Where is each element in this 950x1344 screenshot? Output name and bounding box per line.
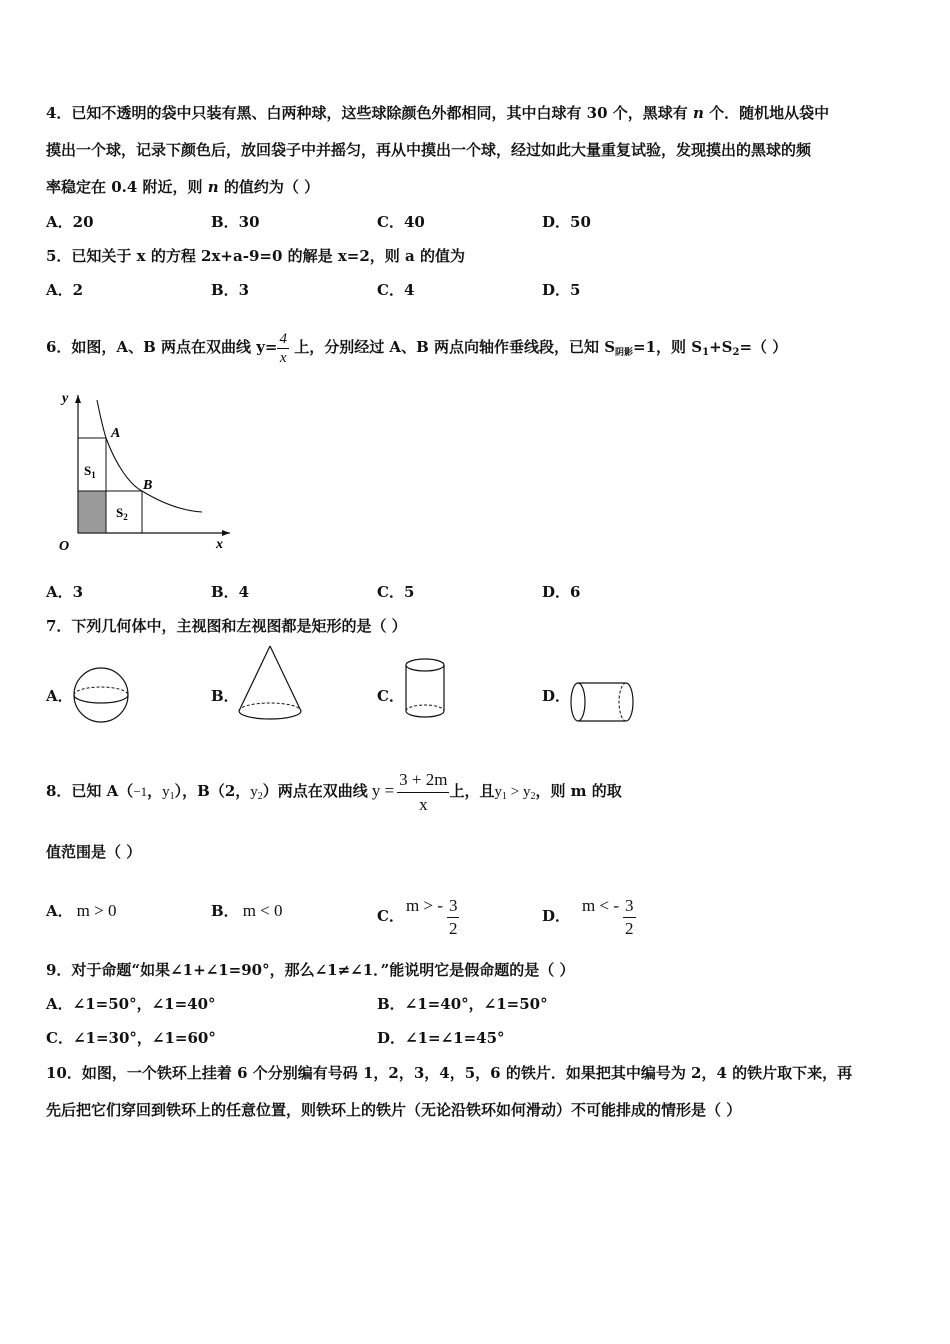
s1-sub: 1 <box>91 470 96 480</box>
q6-frac-den: x <box>279 349 287 366</box>
hyperbola-curve <box>97 400 202 512</box>
q8-cmp-gt: > <box>506 784 523 800</box>
q6-sub-1: 1 <box>702 347 710 358</box>
q8-stem-line-2: 值范围是（ ） <box>46 843 142 861</box>
q8-option-d-label: D． <box>542 907 571 925</box>
q8-point-b-y: y <box>250 784 258 800</box>
q8-sub: 1 <box>501 791 507 802</box>
q4-option-d[interactable]: D．50 <box>542 213 591 231</box>
q5-option-c[interactable]: C．4 <box>377 281 415 299</box>
q8-option-a[interactable] <box>46 901 116 921</box>
q8-text: ）两点在双曲线 <box>262 782 368 800</box>
shaded-region <box>78 491 106 533</box>
q4-text: 4．已知不透明的袋中只装有黑、白两种球，这些球除颜色外都相同，其中白球有 30 个，黑球有 <box>46 104 693 122</box>
s2-sub: 2 <box>123 512 128 522</box>
q9-option-a[interactable]: A．∠1=50°，∠1=40° <box>46 995 216 1013</box>
q8-curve-den: x <box>419 794 428 814</box>
q8-point-a-y: y <box>162 784 170 800</box>
q8-option-d-den: 2 <box>625 918 634 938</box>
q9-option-b[interactable]: B．∠1=40°，∠1=50° <box>377 995 548 1013</box>
q4-line-3 <box>46 177 319 197</box>
q6-frac-num: 4 <box>279 330 287 347</box>
q6-sub-2: 2 <box>732 347 740 358</box>
q4-text: 个．随机地从袋中 <box>703 104 830 122</box>
q8-sub: 2 <box>257 791 263 802</box>
q6-option-c[interactable]: C．5 <box>377 583 415 601</box>
q8-option-c-label: C． <box>377 907 404 925</box>
x-axis-arrow-icon <box>222 530 230 536</box>
q4-option-b[interactable]: B．30 <box>211 213 260 231</box>
svg-text:S2 <box>116 505 128 522</box>
q10-line-1: 10．如图，一个铁环上挂着 6 个分别编有号码 1，2，3，4，5，6 的铁片．如果把其中编号为 2，4 的铁片取下来，再 <box>46 1064 853 1082</box>
q8-text: 8．已知 A（ <box>46 782 134 800</box>
s1-label: S <box>84 463 92 478</box>
q6-option-a[interactable]: A．3 <box>46 583 84 601</box>
q8-option-a-label: A． <box>46 902 73 920</box>
q8-option-b-math: m < 0 <box>242 901 283 920</box>
x-label: x <box>216 537 223 552</box>
q6-text: +S <box>709 338 733 356</box>
q4-var-n: n <box>692 104 704 122</box>
q8-text: ， <box>147 782 163 800</box>
q8-cmp-y1: y <box>494 784 502 800</box>
q4-text: 的值约为（ ） <box>218 178 320 196</box>
q6-option-d[interactable]: D．6 <box>542 583 581 601</box>
q8-stem <box>46 757 622 831</box>
q5-option-b[interactable]: B．3 <box>211 281 250 299</box>
q6-text: 上，分别经过 A、B 两点向轴作垂线段，已知 S <box>288 338 616 356</box>
point-b-label: B <box>143 478 153 493</box>
q7-stem: 7．下列几何体中，主视图和左视图都是矩形的是（ ） <box>46 617 407 635</box>
q6-text: =1，则 S <box>633 338 703 356</box>
y-axis-arrow-icon <box>75 395 81 403</box>
cylinder-upright-icon <box>402 655 448 723</box>
q9-stem: 9．对于命题“如果∠1+∠1=90°，那么∠1≠∠1．”能说明它是假命题的是（ ） <box>46 961 575 979</box>
q4-line-2: 摸出一个球，记录下颜色后，放回袋子中并摇匀，再从中摸出一个球，经过如此大量重复试验，发现摸出的黑球的频 <box>46 141 812 159</box>
q6-sub-shaded: 阴影 <box>615 348 634 358</box>
q6-figure <box>40 385 240 560</box>
origin-label: O <box>59 539 70 554</box>
q10-line-2: 先后把它们穿回到铁环上的任意位置，则铁环上的铁片（无论沿铁环如何滑动）不可能排成的情形是（ ） <box>46 1101 742 1119</box>
q4-option-c[interactable]: C．40 <box>377 213 425 231</box>
y-label: y <box>62 391 69 406</box>
point-a-label: A <box>111 426 121 441</box>
q8-option-d[interactable] <box>542 876 636 946</box>
q7-option-c[interactable]: C． <box>377 687 404 705</box>
q8-option-c-num: 3 <box>447 895 460 918</box>
q8-option-c-den: 2 <box>448 918 458 938</box>
q4-text: 率稳定在 0.4 附近，则 <box>46 178 208 196</box>
q8-option-b[interactable] <box>211 901 283 921</box>
q5-option-a[interactable]: A．2 <box>46 281 84 299</box>
cone-icon <box>235 643 305 725</box>
q8-text: 上，且 <box>449 782 495 800</box>
q7-option-d[interactable]: D． <box>542 687 571 705</box>
q8-sub: 1 <box>169 791 175 802</box>
q4-var-n: n <box>207 178 219 196</box>
q6-fraction <box>277 330 289 367</box>
q8-text: ），B（2， <box>174 782 251 800</box>
q8-curve-fraction <box>397 768 449 817</box>
q6-stem <box>46 320 787 380</box>
svg-text:S1 <box>84 463 96 480</box>
q8-text: ，则 m 的取 <box>535 782 622 800</box>
q8-option-d-num: 3 <box>623 895 636 918</box>
q8-point-a-x: −1 <box>133 784 148 799</box>
sphere-icon <box>72 665 132 725</box>
q4-option-a[interactable]: A．20 <box>46 213 94 231</box>
q6-option-b[interactable]: B．4 <box>211 583 250 601</box>
q8-curve-lhs: y = <box>371 781 395 800</box>
q5-option-d[interactable]: D．5 <box>542 281 581 299</box>
q9-option-c[interactable]: C．∠1=30°，∠1=60° <box>46 1029 216 1047</box>
q8-option-b-label: B． <box>211 902 239 920</box>
q4-line-1 <box>46 103 829 123</box>
q7-option-a[interactable]: A． <box>46 687 73 705</box>
q6-text: 6．如图，A、B 两点在双曲线 y= <box>46 338 278 356</box>
s2-label: S <box>116 505 124 520</box>
q8-option-d-frac <box>623 895 636 940</box>
q8-option-c[interactable] <box>377 876 459 946</box>
q8-option-d-math: m < - <box>582 896 619 915</box>
q8-option-c-math: m > - <box>405 896 443 915</box>
q8-cmp-y2: y <box>522 784 531 800</box>
q5-stem: 5．已知关于 x 的方程 2x+a-9=0 的解是 x=2，则 a 的值为 <box>46 247 465 265</box>
q8-option-a-math: m > 0 <box>76 901 117 920</box>
q8-curve-num: 3 + 2m <box>397 768 449 793</box>
q7-option-b[interactable]: B． <box>211 687 239 705</box>
q8-option-c-frac <box>447 895 460 940</box>
q6-text: =（ ） <box>739 338 788 356</box>
q8-sub: 2 <box>530 791 536 802</box>
q9-option-d[interactable]: D．∠1=∠1=45° <box>377 1029 505 1047</box>
cylinder-horizontal-icon <box>566 680 638 726</box>
